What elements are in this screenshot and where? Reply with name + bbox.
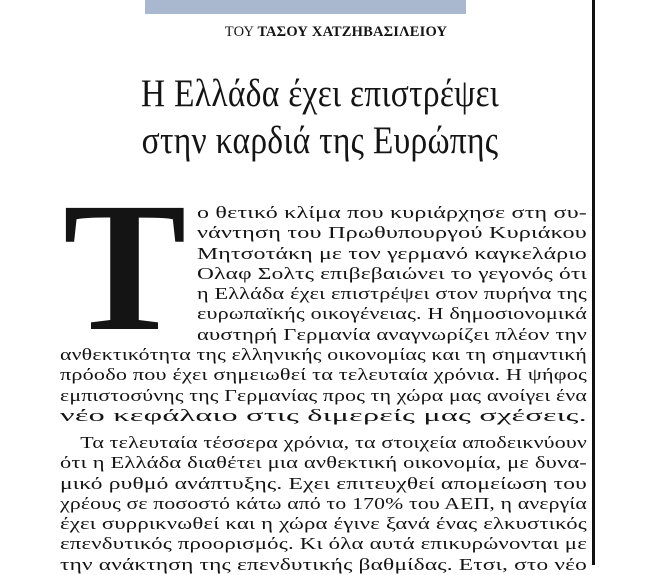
text-line: έχει συρρικνωθεί και η χώρα έγινε ξανά ένας ελκυστικός — [60, 514, 587, 534]
drop-cap: Τ — [63, 165, 187, 370]
headline-line-1: Η Ελλάδα έχει επιστρέψει — [140, 72, 500, 115]
text-line: επενδυτικός προορισμός. Κι όλα αυτά επικυρώνονται με — [60, 534, 587, 554]
text-line: πρόοδο που έχει σημειωθεί τα τελευταία χρόνια. Η ψήφος — [60, 365, 587, 385]
article-headline — [79, 70, 561, 164]
paragraph-2 — [60, 433, 588, 575]
text-line: ο θετικό κλίμα που κυριάρχησε στη συ- — [197, 203, 587, 222]
paragraph-1-full — [60, 345, 587, 426]
text-line: εμπιστοσύνης της Γερμανίας προς τη χώρα μας ανοίγει ένα — [60, 385, 587, 405]
paragraph-1-indented — [197, 203, 587, 345]
text-line: χρέους σε ποσοστό κάτω από το 170% του ΑΕΠ, η ανεργία — [60, 493, 587, 513]
headline-line-2: στην καρδιά της Ευρώπης — [141, 119, 499, 162]
byline-prefix: ΤΟΥ — [224, 24, 254, 40]
text-line: η Ελλάδα έχει επιστρέψει στον πυρήνα της — [197, 284, 587, 304]
text-line: ανθεκτικότητα της ελληνικής οικονομίας και τη σημαντική — [60, 345, 587, 364]
byline-author: ΤΑΣΟΥ ΧΑΤΖΗΒΑΣΙΛΕΙΟΥ — [257, 24, 448, 40]
text-line: Μητσοτάκη με τον γερμανό καγκελάριο — [197, 243, 587, 263]
header-image-strip — [145, 0, 466, 14]
text-line: Ολαφ Σολτς επιβεβαιώνει το γεγονός ότι — [197, 263, 587, 283]
text-line: νάντηση του Πρωθυπουργού Κυριάκου — [197, 223, 587, 243]
text-line: ευρωπαϊκής οικογένειας. Η δημοσιονομικά — [197, 304, 587, 324]
text-line: νέο κεφάλαιο στις διμερείς μας σχέσεις. — [60, 405, 587, 425]
byline — [0, 24, 672, 41]
text-line: ότι η Ελλάδα διαθέτει μια ανθεκτική οικονομία, με δυνα- — [60, 453, 587, 473]
text-line: την ανάκτηση της επενδυτικής βαθμίδας. Ετσι, στο νέο — [60, 554, 587, 574]
text-line: Τα τελευταία τέσσερα χρόνια, τα στοιχεία αποδεικνύουν — [80, 433, 588, 452]
text-line: αυστηρή Γερμανία αναγνωρίζει πλέον την — [197, 324, 587, 344]
text-line: μικό ρυθμό ανάπτυξης. Εχει επιτευχθεί απομείωση του — [60, 473, 587, 493]
